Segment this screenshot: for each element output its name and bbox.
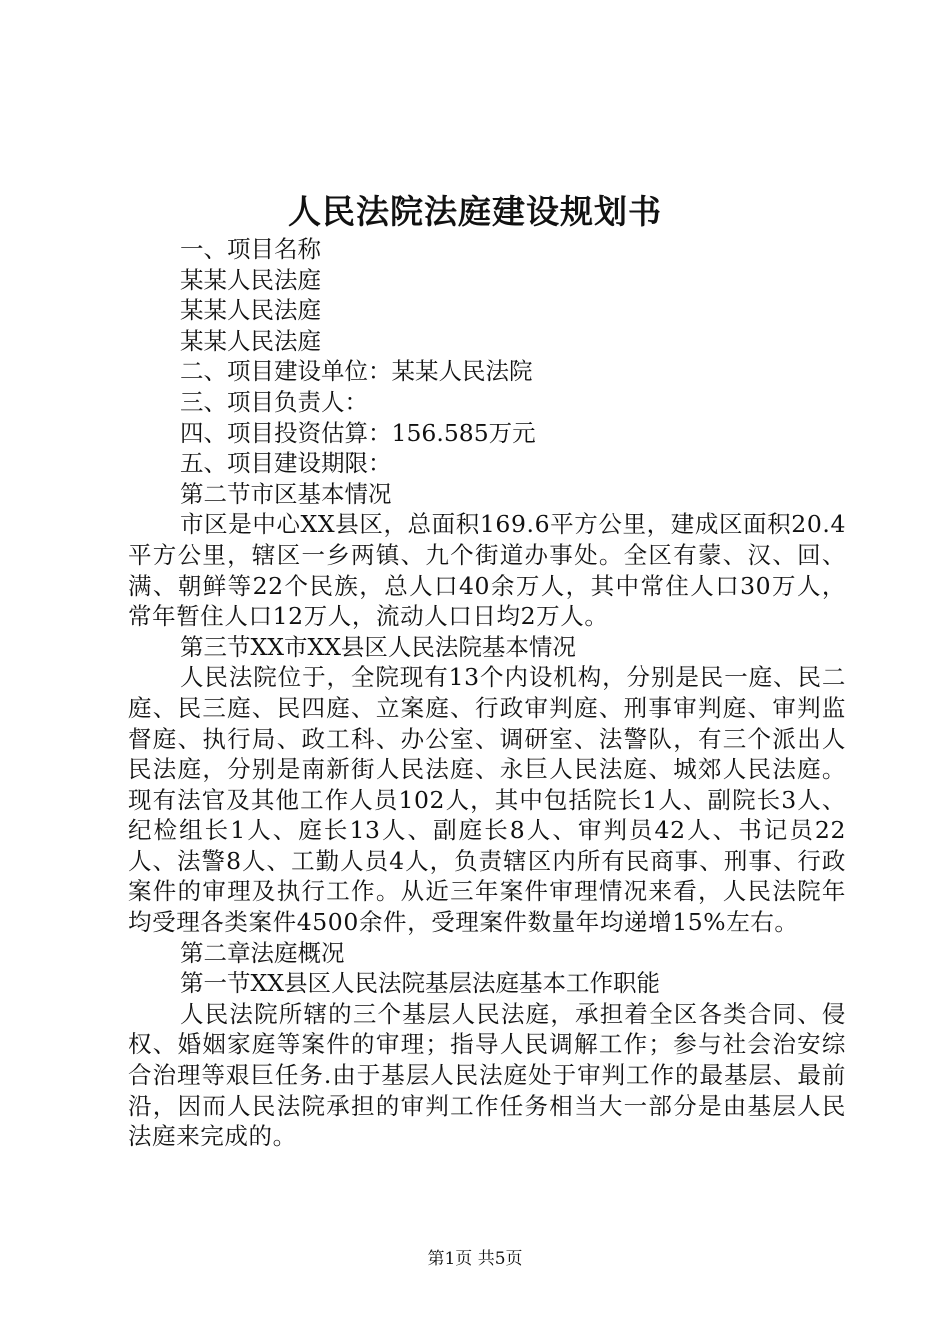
court-name-3: 某某人民法庭	[180, 326, 321, 355]
paragraph-court-info: 人民法院位于，全院现有13个内设机构，分别是民一庭、民二庭、民三庭、民四庭、立案庭、行政审判庭、刑事审判庭、审判监督庭、执行局、政工科、办公室、调研室、法警队，有三个派出人民法庭，分别是南新街人民法庭、永巨人民法庭、城郊人民法庭。现有法官及其他工作人员102人，其中包括院长1人、副院长3人、纪检组长1人、庭长13人、副庭长8人、审判员42人、书记员22人、法警8人、工勤人员4人，负责辖区内所有民商事、刑事、行政案件的审理及执行工作。从近三年案件审理情况来看，人民法院年均受理各类案件4500余件，受理案件数量年均递增15%左右。	[128, 663, 846, 937]
item-project-leader: 三、项目负责人：	[180, 387, 368, 416]
court-name-2: 某某人民法庭	[180, 296, 321, 325]
page-footer: 第1页 共5页	[427, 1249, 523, 1269]
paragraph-district-info: 市区是中心XX县区，总面积169.6平方公里，建成区面积20.4平方公里，辖区一乡两镇、九个街道办事处。全区有蒙、汉、回、满、朝鲜等22个民族，总人口40余万人，其中常住人口30万人，常年暂住人口12万人，流动人口日均2万人。	[128, 510, 846, 631]
section-district-heading: 第二节市区基本情况	[180, 479, 392, 508]
item-project-name: 一、项目名称	[180, 235, 321, 263]
section-functions-heading: 第一节XX县区人民法院基层法庭基本工作职能	[180, 969, 660, 998]
document-body	[128, 234, 846, 1152]
item-construction-unit: 二、项目建设单位：某某人民法院	[180, 357, 533, 386]
court-name-1: 某某人民法庭	[180, 265, 321, 294]
item-construction-period: 五、项目建设期限：	[180, 449, 392, 478]
section-court-heading: 第三节XX市XX县区人民法院基本情况	[180, 632, 576, 661]
chapter-heading: 第二章法庭概况	[180, 938, 345, 967]
document-title: 人民法院法庭建设规划书	[288, 192, 662, 231]
paragraph-functions: 人民法院所辖的三个基层人民法庭，承担着全区各类合同、侵权、婚姻家庭等案件的审理；指导人民调解工作；参与社会治安综合治理等艰巨任务.由于基层人民法庭处于审判工作的最基层、最前沿，因而人民法院承担的审判工作任务相当大一部分是由基层人民法庭来完成的。	[128, 999, 846, 1151]
item-investment-estimate: 四、项目投资估算：156.585万元	[180, 418, 536, 447]
